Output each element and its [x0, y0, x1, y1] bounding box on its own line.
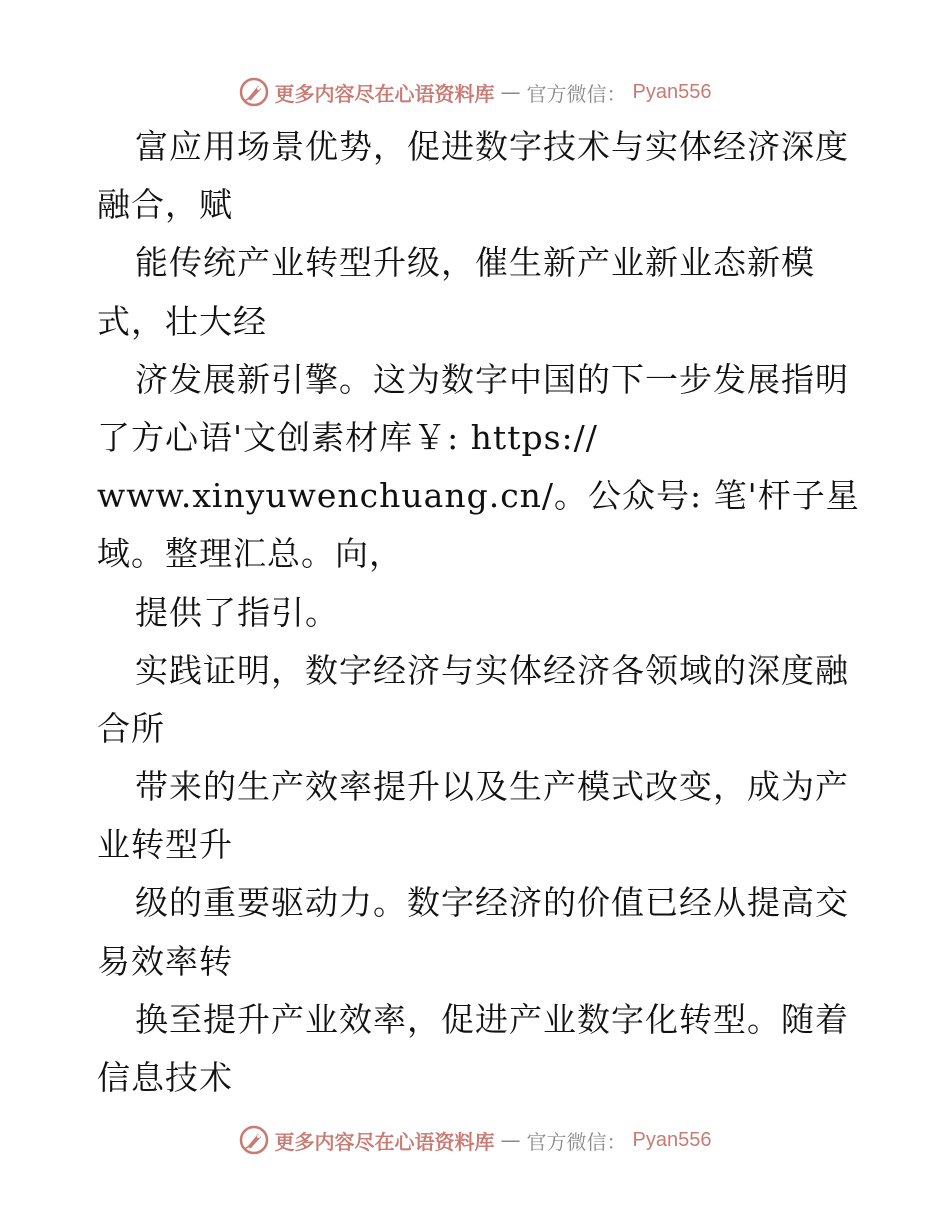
text-line: 易效率转: [97, 941, 233, 981]
pen-nib-logo-icon: [239, 1125, 269, 1155]
text-line: 提供了指引。: [135, 592, 339, 632]
text-line: 换至提升产业效率，促进产业数字化转型。随着: [135, 999, 849, 1039]
header-banner-dash: —: [500, 80, 521, 104]
text-line: 域。整理汇总。向，: [97, 534, 403, 574]
text-line: 实践证明，数字经济与实体经济各领域的深度融: [135, 650, 849, 690]
footer-banner-content: [239, 1125, 712, 1155]
footer-banner-account: Pyan556: [632, 1128, 712, 1151]
header-banner-title: 更多内容尽在心语资料库: [274, 81, 495, 106]
footer-banner-label: 官方微信：: [526, 1129, 627, 1154]
pen-nib-logo-icon: [239, 77, 269, 107]
text-line: 了方心语'文创素材库￥: https://: [97, 417, 598, 457]
footer-banner-dash: —: [500, 1128, 521, 1152]
text-line: 业转型升: [97, 825, 233, 865]
text-line: 带来的生产效率提升以及生产模式改变，成为产: [135, 767, 849, 807]
header-banner-content: [239, 77, 712, 107]
text-line: 级的重要驱动力。数字经济的价值已经从提高交: [135, 883, 849, 923]
footer-banner-title: 更多内容尽在心语资料库: [274, 1129, 495, 1154]
header-banner-account: Pyan556: [632, 80, 712, 103]
text-line: 信息技术: [97, 1058, 233, 1097]
text-line: 富应用场景优势，促进数字技术与实体经济深度: [135, 127, 849, 166]
footer-banner: [0, 1120, 950, 1160]
text-line: 融合，赋: [97, 185, 233, 225]
text-line: 式，壮大经: [97, 301, 267, 341]
header-banner-label: 官方微信：: [526, 81, 627, 106]
header-banner: [0, 72, 950, 112]
text-line: 济发展新引擎。这为数字中国的下一步发展指明: [135, 359, 849, 399]
document-body: [97, 118, 860, 1107]
text-line: 合所: [97, 708, 165, 748]
text-line: www.xinyuwenchuang.cn/。公众号: 笔'杆子星: [97, 476, 860, 516]
text-line: 能传统产业转型升级，催生新产业新业态新模: [135, 243, 815, 283]
